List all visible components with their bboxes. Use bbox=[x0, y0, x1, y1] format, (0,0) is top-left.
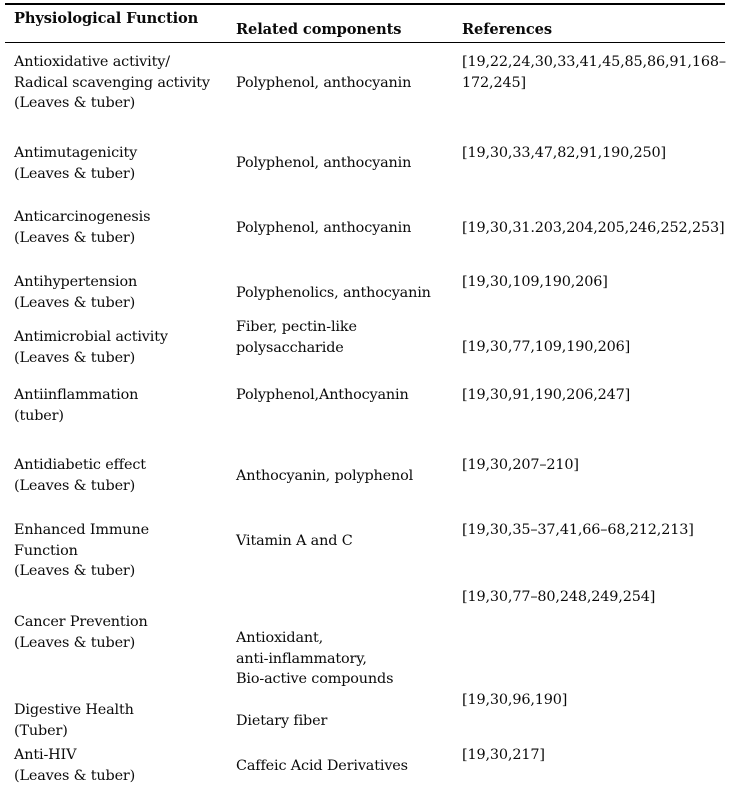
text-line: Enhanced Immune bbox=[14, 522, 150, 538]
table-cell-references: [19,30,31.203,204,205,246,252,253] bbox=[462, 220, 725, 236]
table-row bbox=[14, 455, 229, 496]
text-line: Function bbox=[14, 542, 78, 559]
table-cell-components: Polyphenol,Anthocyanin bbox=[236, 387, 409, 403]
table-top-rule bbox=[5, 3, 725, 5]
table-cell-references: [19,30,109,190,206] bbox=[462, 274, 608, 290]
table-cell-references: [19,30,96,190] bbox=[462, 692, 568, 708]
text-line: anti-inflammatory, bbox=[236, 650, 367, 667]
table-cell-components: Polyphenol, anthocyanin bbox=[236, 220, 412, 236]
table-row bbox=[14, 52, 229, 114]
table-cell-references: [19,30,35–37,41,66–68,212,213] bbox=[462, 522, 694, 538]
text-line: (Leaves & tuber) bbox=[14, 165, 136, 182]
text-line: Antimicrobial activity bbox=[14, 329, 168, 345]
text-line: Antidiabetic effect bbox=[14, 457, 146, 473]
table-cell-components bbox=[236, 628, 456, 690]
column-header-references: References bbox=[462, 21, 552, 38]
column-header-related-components: Related components bbox=[236, 21, 402, 38]
text-line: Antimutagenicity bbox=[14, 145, 138, 161]
table-cell-references: [19,30,77–80,248,249,254] bbox=[462, 589, 656, 605]
text-line: (Tuber) bbox=[14, 722, 68, 739]
text-line: Fiber, pectin-like bbox=[236, 319, 357, 335]
table-cell-components: Polyphenol, anthocyanin bbox=[236, 155, 412, 171]
text-line: (Leaves & tuber) bbox=[14, 294, 136, 311]
table-cell-components: Dietary fiber bbox=[236, 713, 328, 729]
text-line: Antioxidant, bbox=[236, 630, 324, 646]
table-row bbox=[14, 520, 229, 582]
table-row bbox=[14, 143, 229, 184]
table-cell-references: [19,30,91,190,206,247] bbox=[462, 387, 631, 403]
text-line: Antioxidative activity/ bbox=[14, 54, 170, 70]
text-line: (Leaves & tuber) bbox=[14, 229, 136, 246]
table-cell-references: [19,30,217] bbox=[462, 747, 545, 763]
text-line: Anticarcinogenesis bbox=[14, 209, 151, 225]
text-line: Antiinflammation bbox=[14, 387, 139, 403]
table-cell-references: [19,30,207–210] bbox=[462, 457, 579, 473]
text-line: Bio-active compounds bbox=[236, 671, 394, 687]
table-row bbox=[14, 327, 229, 368]
text-line: Anti-HIV bbox=[14, 747, 77, 763]
text-line: (Leaves & tuber) bbox=[14, 349, 136, 366]
text-line: (Leaves & tuber) bbox=[14, 767, 136, 784]
text-line: Cancer Prevention bbox=[14, 614, 148, 630]
table-cell-components: Caffeic Acid Derivatives bbox=[236, 758, 408, 774]
table-row bbox=[14, 700, 229, 741]
table-cell-references: [19,22,24,30,33,41,45,85,86,91,168–172,245] bbox=[462, 54, 726, 91]
table-row bbox=[14, 385, 229, 426]
text-line: (tuber) bbox=[14, 407, 64, 424]
text-line: Digestive Health bbox=[14, 702, 134, 718]
text-line: (Leaves & tuber) bbox=[14, 634, 136, 651]
table-cell-components: Anthocyanin, polyphenol bbox=[236, 468, 414, 484]
table-row bbox=[14, 272, 229, 313]
text-line: Antihypertension bbox=[14, 274, 138, 290]
table-cell-components: Polyphenolics, anthocyanin bbox=[236, 285, 431, 301]
column-header-physiological-function: Physiological Function bbox=[14, 10, 199, 27]
text-line: (Leaves & tuber) bbox=[14, 563, 136, 579]
table-cell-components: Vitamin A and C bbox=[236, 533, 353, 549]
table-header-rule bbox=[5, 42, 725, 43]
table-cell-components bbox=[236, 317, 456, 358]
text-line: polysaccharide bbox=[236, 339, 344, 356]
text-line: Radical scavenging activity bbox=[14, 74, 210, 91]
table-cell-references: [19,30,33,47,82,91,190,250] bbox=[462, 145, 667, 161]
table-row bbox=[14, 612, 229, 653]
table-row bbox=[14, 207, 229, 248]
text-line: (Leaves & tuber) bbox=[14, 477, 136, 494]
table-cell-components: Polyphenol, anthocyanin bbox=[236, 75, 412, 91]
table-cell-references: [19,30,77,109,190,206] bbox=[462, 339, 631, 355]
table-row bbox=[14, 745, 229, 786]
text-line: (Leaves & tuber) bbox=[14, 95, 136, 111]
